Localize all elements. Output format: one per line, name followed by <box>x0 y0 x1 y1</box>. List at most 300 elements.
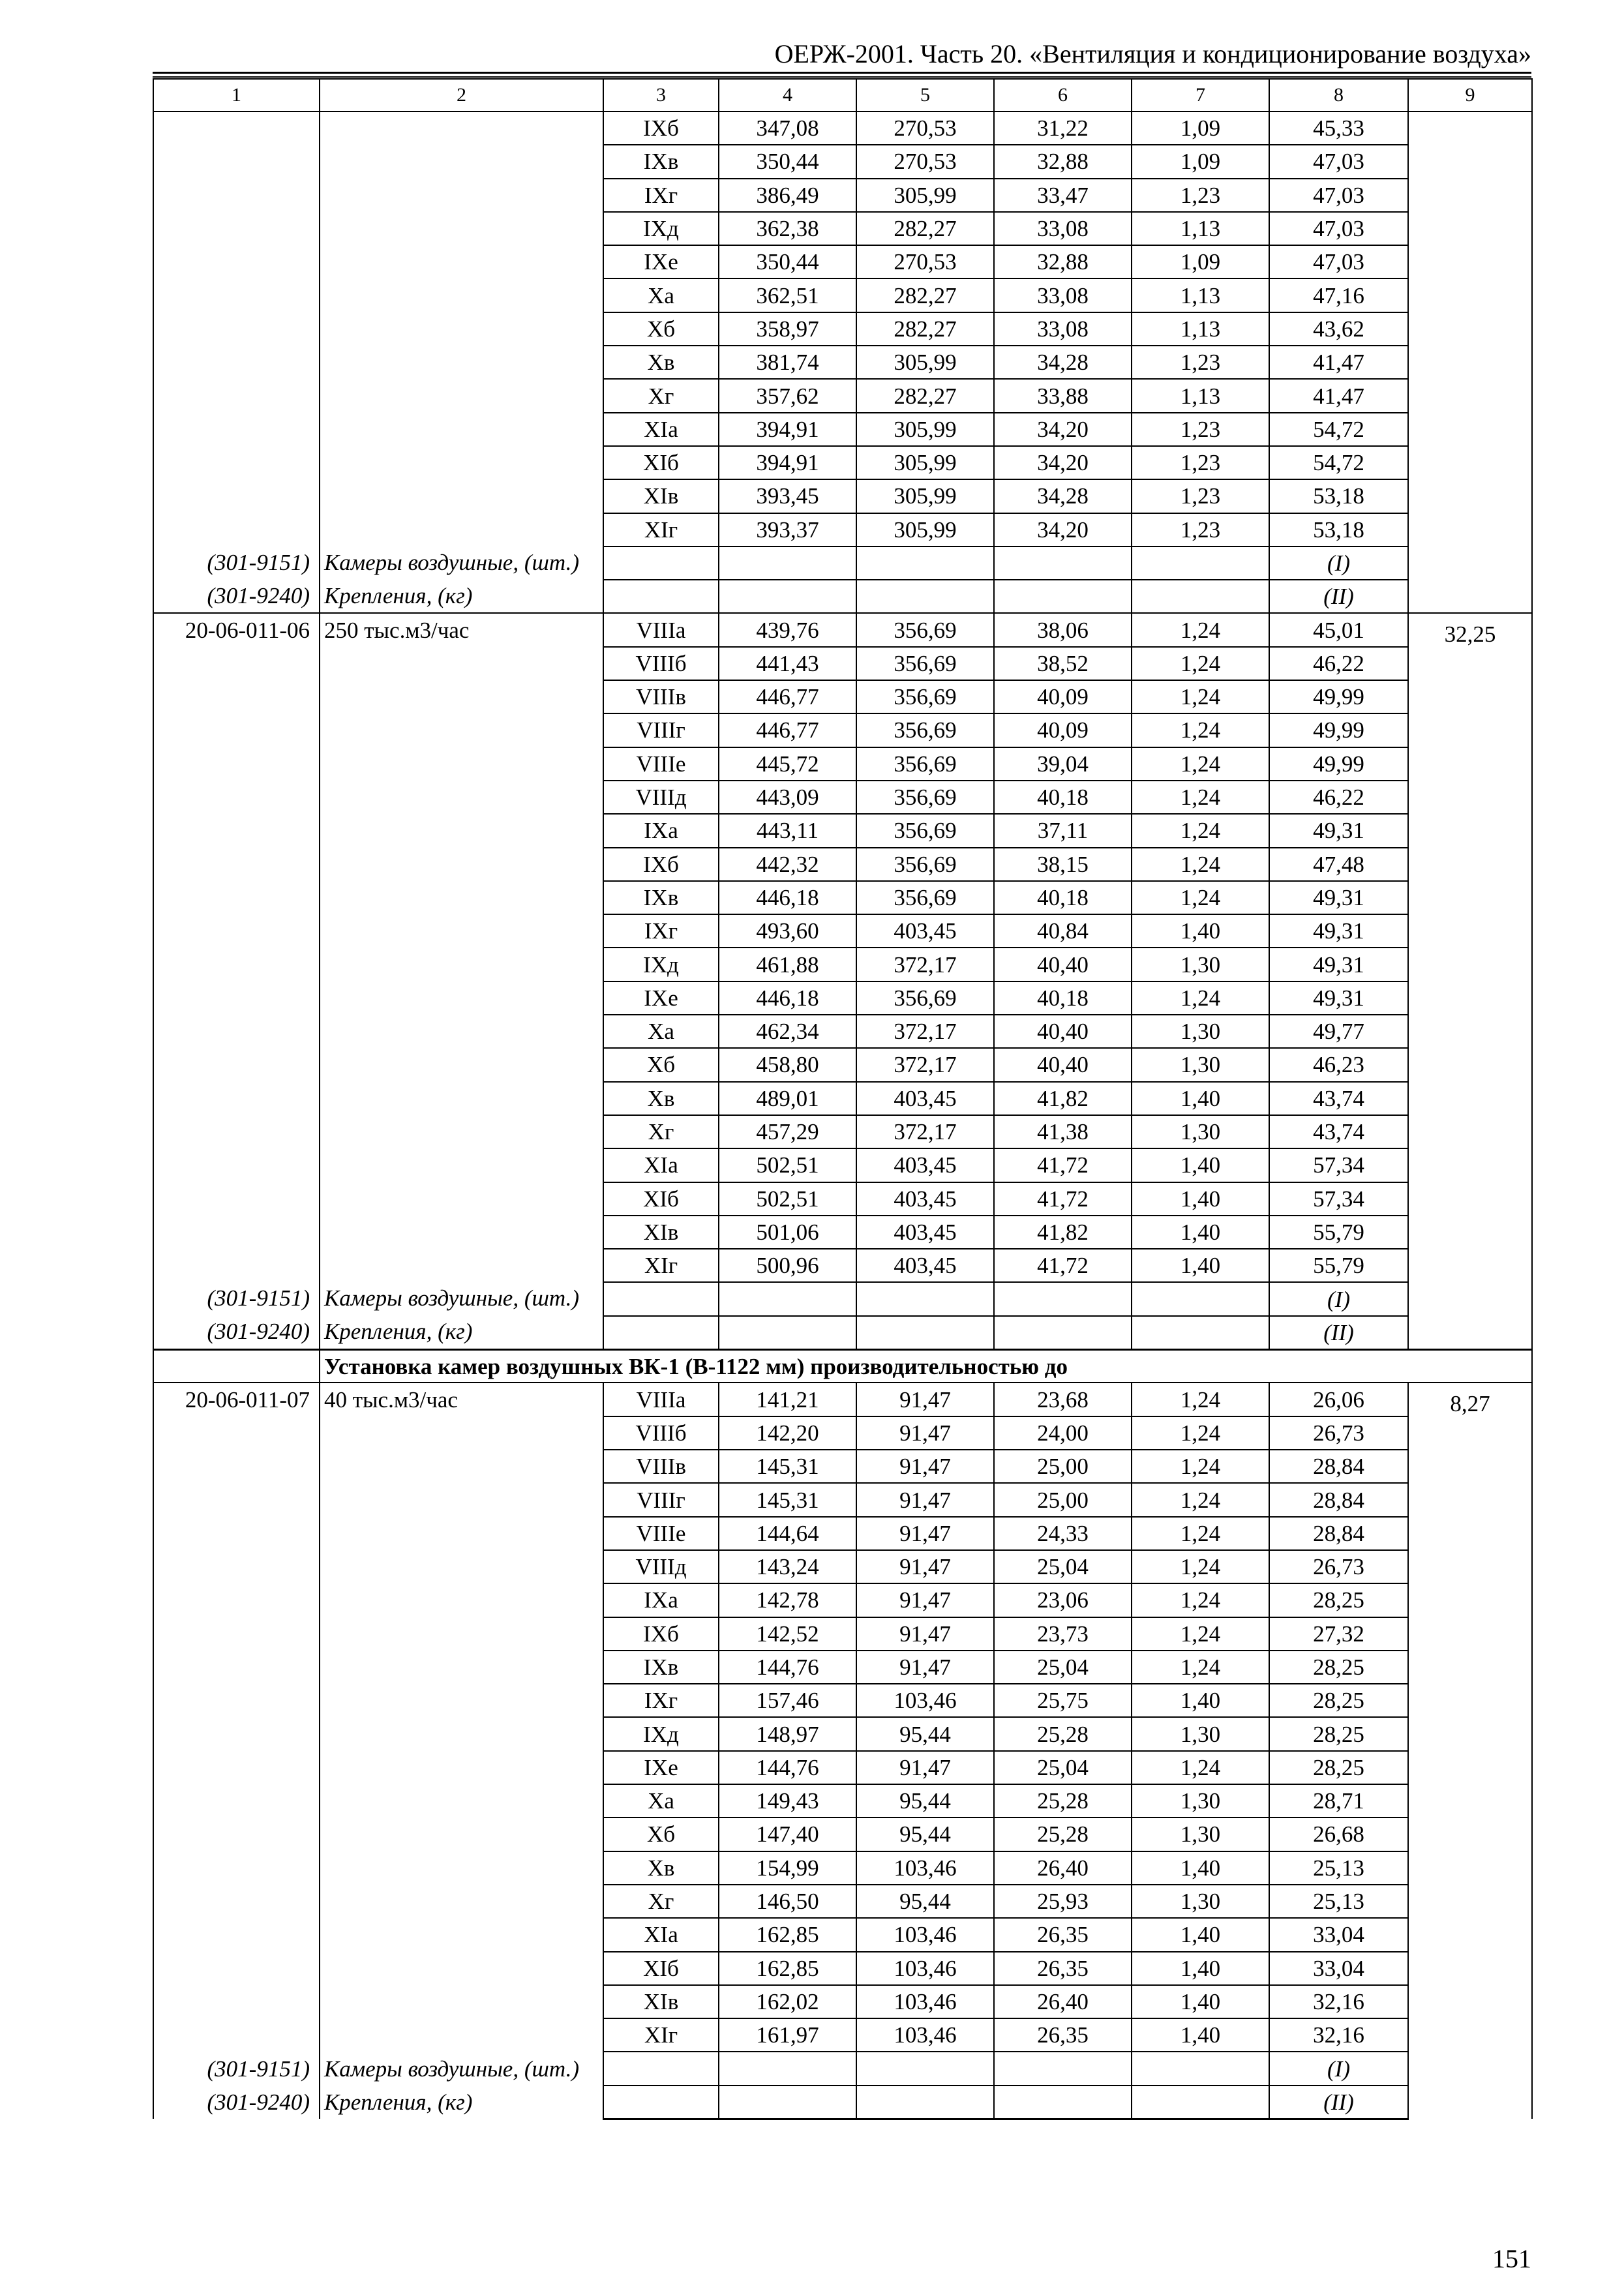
machine-cost: 41,72 <box>994 1148 1132 1182</box>
total-cost: 146,50 <box>719 1885 856 1918</box>
driver-wages: 1,13 <box>1132 379 1269 412</box>
empty-cell <box>603 1316 719 1350</box>
driver-wages: 1,24 <box>1132 1383 1269 1416</box>
driver-wages: 1,40 <box>1132 1918 1269 1951</box>
empty-cell <box>1132 2052 1269 2085</box>
wages: 270,53 <box>856 245 994 278</box>
empty-cell <box>856 546 994 580</box>
empty-cell <box>994 2086 1132 2119</box>
empty-cell <box>603 1282 719 1315</box>
region-group: Xа <box>603 278 719 312</box>
wages: 372,17 <box>856 1015 994 1048</box>
driver-wages: 1,23 <box>1132 513 1269 546</box>
region-group: XIб <box>603 446 719 479</box>
driver-wages: 1,23 <box>1132 346 1269 379</box>
resource-name: Камеры воздушные, (шт.) <box>324 1285 580 1311</box>
wages: 356,69 <box>856 848 994 881</box>
region-group: Xа <box>603 1784 719 1818</box>
wages: 305,99 <box>856 479 994 513</box>
total-cost: 142,20 <box>719 1416 856 1450</box>
column-number-row <box>153 79 1532 112</box>
region-group: IXв <box>603 145 719 178</box>
rate-code <box>153 1383 320 2119</box>
machine-cost: 40,84 <box>994 914 1132 948</box>
rate-code: 20-06-011-07 <box>185 1387 310 1413</box>
materials: 46,23 <box>1269 1048 1408 1081</box>
region-group: IXб <box>603 112 719 145</box>
materials: 26,06 <box>1269 1383 1408 1416</box>
region-group: Xг <box>603 379 719 412</box>
empty-cell <box>994 546 1132 580</box>
driver-wages: 1,30 <box>1132 1048 1269 1081</box>
wages: 270,53 <box>856 145 994 178</box>
driver-wages: 1,40 <box>1132 1851 1269 1885</box>
materials: 47,03 <box>1269 145 1408 178</box>
resource-value: (II) <box>1269 2086 1408 2119</box>
region-group: XIв <box>603 1216 719 1249</box>
driver-wages: 1,13 <box>1132 212 1269 245</box>
driver-wages: 1,40 <box>1132 1952 1269 1985</box>
wages: 403,45 <box>856 1216 994 1249</box>
machine-cost: 26,40 <box>994 1985 1132 2018</box>
materials: 28,84 <box>1269 1483 1408 1516</box>
machine-cost: 23,68 <box>994 1383 1132 1416</box>
materials: 54,72 <box>1269 413 1408 446</box>
wages: 356,69 <box>856 881 994 914</box>
total-cost: 442,32 <box>719 848 856 881</box>
driver-wages: 1,24 <box>1132 881 1269 914</box>
empty-cell <box>856 580 994 613</box>
machine-cost: 34,20 <box>994 413 1132 446</box>
total-cost: 145,31 <box>719 1483 856 1516</box>
resource-code: (301-9151) <box>207 2056 310 2082</box>
total-cost: 446,18 <box>719 881 856 914</box>
materials: 33,04 <box>1269 1952 1408 1985</box>
driver-wages: 1,40 <box>1132 1148 1269 1182</box>
driver-wages: 1,40 <box>1132 1082 1269 1115</box>
materials: 28,25 <box>1269 1751 1408 1784</box>
driver-wages: 1,24 <box>1132 1583 1269 1617</box>
resource-value: (I) <box>1269 546 1408 580</box>
total-cost: 458,80 <box>719 1048 856 1081</box>
machine-cost: 24,00 <box>994 1416 1132 1450</box>
materials: 28,25 <box>1269 1583 1408 1617</box>
page-number: 151 <box>1492 2244 1531 2273</box>
wages: 282,27 <box>856 312 994 346</box>
total-cost: 350,44 <box>719 245 856 278</box>
total-cost: 147,40 <box>719 1818 856 1851</box>
region-group: Xг <box>603 1885 719 1918</box>
driver-wages: 1,40 <box>1132 1249 1269 1282</box>
region-group: XIа <box>603 1148 719 1182</box>
machine-cost: 26,35 <box>994 1918 1132 1951</box>
materials: 43,62 <box>1269 312 1408 346</box>
machine-cost: 23,06 <box>994 1583 1132 1617</box>
region-group: Xб <box>603 312 719 346</box>
machine-cost: 25,04 <box>994 1550 1132 1583</box>
empty-cell <box>994 1282 1132 1315</box>
empty-cell <box>603 580 719 613</box>
materials: 47,03 <box>1269 179 1408 212</box>
wages: 95,44 <box>856 1784 994 1818</box>
machine-cost: 37,11 <box>994 814 1132 847</box>
wages: 103,46 <box>856 1918 994 1951</box>
wages: 91,47 <box>856 1617 994 1651</box>
materials: 26,73 <box>1269 1416 1408 1450</box>
header-rule <box>153 72 1531 74</box>
driver-wages: 1,30 <box>1132 1784 1269 1818</box>
empty-cell <box>719 2086 856 2119</box>
region-group: IXе <box>603 245 719 278</box>
rate-code <box>153 112 320 613</box>
materials: 28,25 <box>1269 1684 1408 1717</box>
resource-code: (301-9240) <box>207 1319 310 1345</box>
total-cost: 501,06 <box>719 1216 856 1249</box>
column-number: 1 <box>153 79 320 112</box>
machine-cost: 25,00 <box>994 1450 1132 1483</box>
total-cost: 143,24 <box>719 1550 856 1583</box>
machine-cost: 33,47 <box>994 179 1132 212</box>
materials: 41,47 <box>1269 346 1408 379</box>
resource-value: (I) <box>1269 2052 1408 2085</box>
total-cost: 439,76 <box>719 613 856 646</box>
machine-cost: 34,20 <box>994 513 1132 546</box>
region-group: VIIIа <box>603 1383 719 1416</box>
driver-wages: 1,23 <box>1132 413 1269 446</box>
materials: 32,16 <box>1269 2018 1408 2052</box>
region-group: IXг <box>603 914 719 948</box>
materials: 49,99 <box>1269 747 1408 781</box>
wages: 403,45 <box>856 914 994 948</box>
region-group: IXв <box>603 881 719 914</box>
total-cost: 142,52 <box>719 1617 856 1651</box>
wages: 95,44 <box>856 1885 994 1918</box>
machine-cost: 25,93 <box>994 1885 1132 1918</box>
materials: 32,16 <box>1269 1985 1408 2018</box>
total-cost: 446,77 <box>719 713 856 747</box>
empty-cell <box>719 1316 856 1350</box>
rate-code <box>158 112 310 145</box>
region-group: VIIIд <box>603 1550 719 1583</box>
materials: 53,18 <box>1269 513 1408 546</box>
empty-cell <box>1132 2086 1269 2119</box>
wages: 356,69 <box>856 747 994 781</box>
wages: 91,47 <box>856 1651 994 1684</box>
total-cost: 461,88 <box>719 948 856 981</box>
total-cost: 502,51 <box>719 1148 856 1182</box>
driver-wages: 1,24 <box>1132 680 1269 713</box>
empty-cell <box>719 1282 856 1315</box>
region-group: IXд <box>603 1717 719 1750</box>
column-number: 4 <box>719 79 856 112</box>
resource-name: Камеры воздушные, (шт.) <box>324 549 580 575</box>
region-group: Xб <box>603 1818 719 1851</box>
total-cost: 393,45 <box>719 479 856 513</box>
total-cost: 502,51 <box>719 1182 856 1216</box>
total-cost: 446,18 <box>719 981 856 1015</box>
rate-description <box>320 112 603 613</box>
materials: 49,31 <box>1269 948 1408 981</box>
machine-cost: 32,88 <box>994 145 1132 178</box>
machine-cost: 33,88 <box>994 379 1132 412</box>
table-row <box>153 1383 1532 1416</box>
driver-wages: 1,24 <box>1132 981 1269 1015</box>
total-cost: 161,97 <box>719 2018 856 2052</box>
driver-wages: 1,09 <box>1132 145 1269 178</box>
machine-cost: 41,82 <box>994 1082 1132 1115</box>
empty-cell <box>994 580 1132 613</box>
machine-cost: 26,35 <box>994 2018 1132 2052</box>
wages: 91,47 <box>856 1483 994 1516</box>
total-cost: 386,49 <box>719 179 856 212</box>
resource-code: (301-9240) <box>207 2089 310 2115</box>
wages: 91,47 <box>856 1751 994 1784</box>
region-group: IXе <box>603 1751 719 1784</box>
total-cost: 489,01 <box>719 1082 856 1115</box>
empty-cell <box>1132 580 1269 613</box>
region-group: XIв <box>603 1985 719 2018</box>
materials: 41,47 <box>1269 379 1408 412</box>
wages: 403,45 <box>856 1182 994 1216</box>
rate-description: 40 тыс.м3/час <box>324 1387 458 1413</box>
wages: 305,99 <box>856 346 994 379</box>
driver-wages: 1,40 <box>1132 914 1269 948</box>
region-group: IXа <box>603 1583 719 1617</box>
wages: 103,46 <box>856 1952 994 1985</box>
materials: 57,34 <box>1269 1148 1408 1182</box>
materials: 55,79 <box>1269 1216 1408 1249</box>
driver-wages: 1,24 <box>1132 848 1269 881</box>
materials: 43,74 <box>1269 1082 1408 1115</box>
resource-value: (I) <box>1269 1282 1408 1315</box>
materials: 49,99 <box>1269 713 1408 747</box>
machine-cost: 25,04 <box>994 1651 1132 1684</box>
machine-cost: 34,20 <box>994 446 1132 479</box>
driver-wages: 1,24 <box>1132 613 1269 646</box>
machine-cost: 33,08 <box>994 312 1132 346</box>
column-number: 9 <box>1408 79 1532 112</box>
driver-wages: 1,24 <box>1132 1751 1269 1784</box>
labor-cost: 32,25 <box>1408 613 1532 1349</box>
materials: 54,72 <box>1269 446 1408 479</box>
empty-cell <box>719 2052 856 2085</box>
total-cost: 157,46 <box>719 1684 856 1717</box>
driver-wages: 1,13 <box>1132 312 1269 346</box>
resource-code: (301-9151) <box>207 1285 310 1311</box>
materials: 46,22 <box>1269 781 1408 814</box>
total-cost: 144,76 <box>719 1651 856 1684</box>
wages: 282,27 <box>856 212 994 245</box>
wages: 356,69 <box>856 981 994 1015</box>
empty-cell <box>1132 1316 1269 1350</box>
total-cost: 493,60 <box>719 914 856 948</box>
machine-cost: 26,35 <box>994 1952 1132 1985</box>
driver-wages: 1,30 <box>1132 948 1269 981</box>
machine-cost: 38,15 <box>994 848 1132 881</box>
machine-cost: 25,28 <box>994 1717 1132 1750</box>
total-cost: 162,85 <box>719 1918 856 1951</box>
resource-name: Камеры воздушные, (шт.) <box>324 2056 580 2082</box>
machine-cost: 40,40 <box>994 1048 1132 1081</box>
materials: 49,31 <box>1269 914 1408 948</box>
wages: 103,46 <box>856 2018 994 2052</box>
wages: 282,27 <box>856 278 994 312</box>
wages: 91,47 <box>856 1517 994 1550</box>
driver-wages: 1,23 <box>1132 179 1269 212</box>
column-number: 7 <box>1132 79 1269 112</box>
wages: 91,47 <box>856 1416 994 1450</box>
machine-cost: 38,06 <box>994 613 1132 646</box>
machine-cost: 32,88 <box>994 245 1132 278</box>
materials: 47,48 <box>1269 848 1408 881</box>
labor-cost: 8,27 <box>1408 1383 1532 2119</box>
materials: 27,32 <box>1269 1617 1408 1651</box>
materials: 46,22 <box>1269 647 1408 680</box>
machine-cost: 25,75 <box>994 1684 1132 1717</box>
driver-wages: 1,40 <box>1132 1684 1269 1717</box>
machine-cost: 34,28 <box>994 479 1132 513</box>
resource-value: (II) <box>1269 1316 1408 1350</box>
region-group: XIг <box>603 2018 719 2052</box>
total-cost: 145,31 <box>719 1450 856 1483</box>
materials: 45,01 <box>1269 613 1408 646</box>
region-group: VIIIа <box>603 613 719 646</box>
region-group: IXг <box>603 179 719 212</box>
region-group: IXб <box>603 1617 719 1651</box>
driver-wages: 1,30 <box>1132 1818 1269 1851</box>
materials: 28,84 <box>1269 1517 1408 1550</box>
machine-cost: 40,18 <box>994 781 1132 814</box>
column-number: 8 <box>1269 79 1408 112</box>
total-cost: 443,09 <box>719 781 856 814</box>
empty-cell <box>856 2086 994 2119</box>
machine-cost: 41,38 <box>994 1115 1132 1148</box>
region-group: XIг <box>603 1249 719 1282</box>
driver-wages: 1,24 <box>1132 1651 1269 1684</box>
region-group: IXд <box>603 948 719 981</box>
driver-wages: 1,24 <box>1132 781 1269 814</box>
materials: 49,99 <box>1269 680 1408 713</box>
wages: 91,47 <box>856 1450 994 1483</box>
materials: 47,16 <box>1269 278 1408 312</box>
materials: 47,03 <box>1269 212 1408 245</box>
machine-cost: 40,09 <box>994 713 1132 747</box>
wages: 305,99 <box>856 179 994 212</box>
driver-wages: 1,23 <box>1132 446 1269 479</box>
materials: 25,13 <box>1269 1885 1408 1918</box>
wages: 305,99 <box>856 446 994 479</box>
region-group: XIв <box>603 479 719 513</box>
rates-table <box>153 78 1533 2120</box>
empty-cell <box>1132 1282 1269 1315</box>
materials: 49,31 <box>1269 881 1408 914</box>
driver-wages: 1,40 <box>1132 1985 1269 2018</box>
driver-wages: 1,30 <box>1132 1717 1269 1750</box>
total-cost: 462,34 <box>719 1015 856 1048</box>
driver-wages: 1,09 <box>1132 112 1269 145</box>
column-number: 3 <box>603 79 719 112</box>
wages: 356,69 <box>856 814 994 847</box>
wages: 403,45 <box>856 1082 994 1115</box>
driver-wages: 1,24 <box>1132 814 1269 847</box>
machine-cost: 31,22 <box>994 112 1132 145</box>
driver-wages: 1,40 <box>1132 1216 1269 1249</box>
empty-cell <box>856 1282 994 1315</box>
wages: 282,27 <box>856 379 994 412</box>
driver-wages: 1,24 <box>1132 1550 1269 1583</box>
empty-cell <box>994 1316 1132 1350</box>
wages: 372,17 <box>856 948 994 981</box>
region-group: VIIIе <box>603 1517 719 1550</box>
machine-cost: 26,40 <box>994 1851 1132 1885</box>
driver-wages: 1,40 <box>1132 1182 1269 1216</box>
total-cost: 362,51 <box>719 278 856 312</box>
region-group: XIа <box>603 1918 719 1951</box>
region-group: Xг <box>603 1115 719 1148</box>
materials: 33,04 <box>1269 1918 1408 1951</box>
wages: 372,17 <box>856 1048 994 1081</box>
machine-cost: 41,72 <box>994 1249 1132 1282</box>
total-cost: 393,37 <box>719 513 856 546</box>
region-group: VIIIб <box>603 1416 719 1450</box>
wages: 305,99 <box>856 513 994 546</box>
driver-wages: 1,24 <box>1132 747 1269 781</box>
region-group: VIIIг <box>603 1483 719 1516</box>
machine-cost: 40,18 <box>994 981 1132 1015</box>
wages: 103,46 <box>856 1985 994 2018</box>
region-group: IXб <box>603 848 719 881</box>
materials: 28,71 <box>1269 1784 1408 1818</box>
rate-description <box>324 112 599 145</box>
wages: 356,69 <box>856 713 994 747</box>
section-title: Установка камер воздушных ВК-1 (В-1122 мм) производительностью до <box>320 1349 1532 1383</box>
resource-name: Крепления, (кг) <box>324 2089 473 2115</box>
wages: 403,45 <box>856 1249 994 1282</box>
region-group: XIб <box>603 1952 719 1985</box>
total-cost: 445,72 <box>719 747 856 781</box>
column-number: 6 <box>994 79 1132 112</box>
machine-cost: 39,04 <box>994 747 1132 781</box>
resource-code: (301-9151) <box>207 549 310 575</box>
total-cost: 381,74 <box>719 346 856 379</box>
total-cost: 148,97 <box>719 1717 856 1750</box>
region-group: IXв <box>603 1651 719 1684</box>
empty-cell <box>603 546 719 580</box>
wages: 91,47 <box>856 1550 994 1583</box>
materials: 28,25 <box>1269 1651 1408 1684</box>
empty-cell <box>856 2052 994 2085</box>
empty-cell <box>719 580 856 613</box>
driver-wages: 1,24 <box>1132 1483 1269 1516</box>
region-group: VIIIв <box>603 680 719 713</box>
driver-wages: 1,30 <box>1132 1115 1269 1148</box>
rate-code: 20-06-011-06 <box>185 618 310 644</box>
region-group: VIIIв <box>603 1450 719 1483</box>
running-header: ОЕРЖ-2001. Часть 20. «Вентиляция и кондиционирование воздуха» <box>774 39 1531 68</box>
materials: 53,18 <box>1269 479 1408 513</box>
empty-cell <box>994 2052 1132 2085</box>
total-cost: 362,38 <box>719 212 856 245</box>
region-group: XIг <box>603 513 719 546</box>
region-group: Xа <box>603 1015 719 1048</box>
machine-cost: 25,04 <box>994 1751 1132 1784</box>
machine-cost: 40,09 <box>994 680 1132 713</box>
materials: 28,84 <box>1269 1450 1408 1483</box>
total-cost: 446,77 <box>719 680 856 713</box>
column-number: 5 <box>856 79 994 112</box>
total-cost: 357,62 <box>719 379 856 412</box>
total-cost: 162,85 <box>719 1952 856 1985</box>
